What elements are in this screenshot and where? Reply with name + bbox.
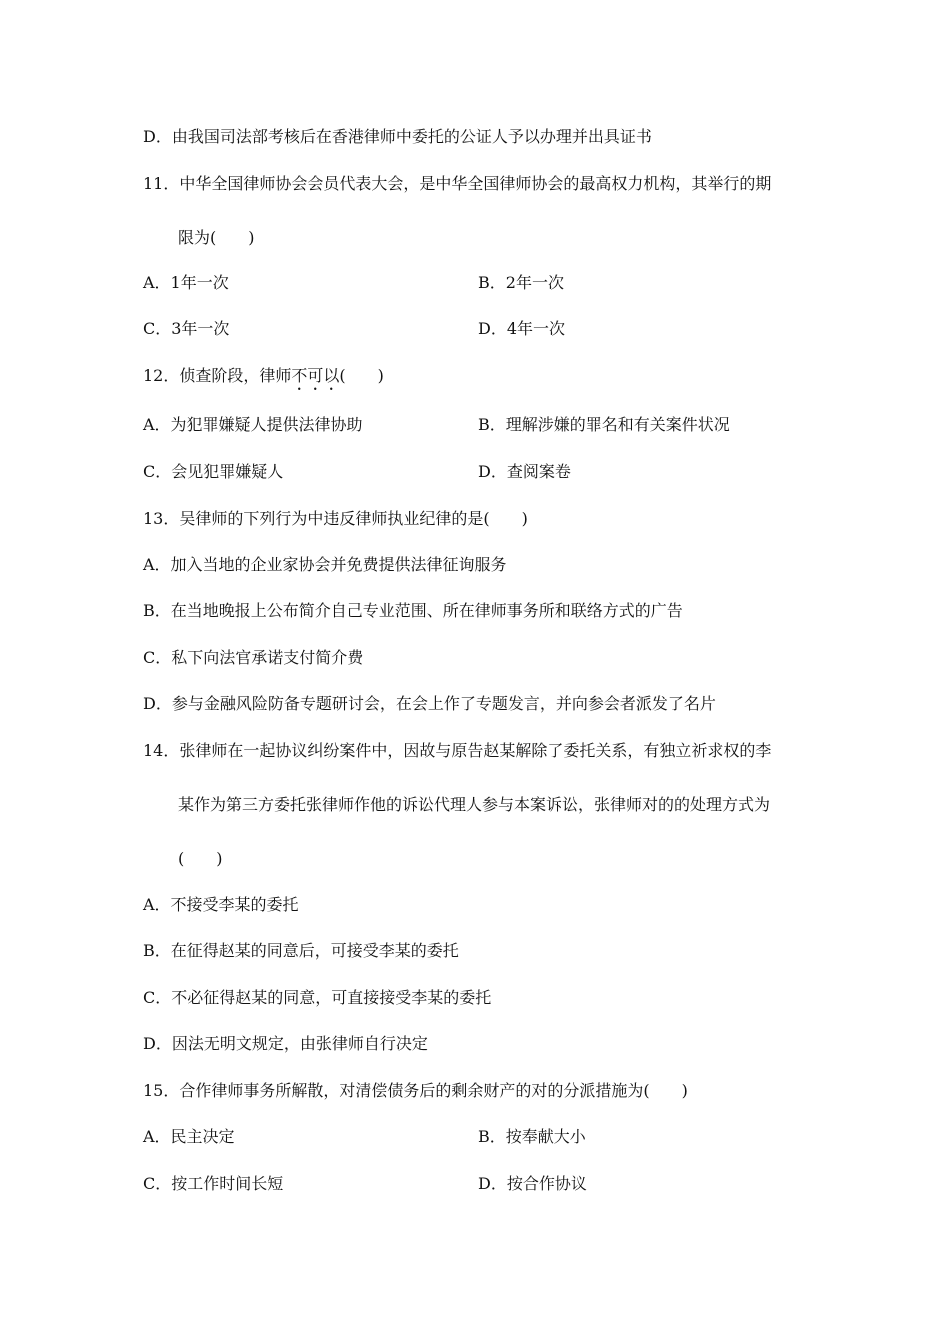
q15-option-b: B．按奉献大小 [478,1127,586,1146]
q11-option-b: B．2年一次 [478,273,564,292]
q11-option-c: C．3年一次 [143,319,230,338]
q14-option-d: D．因法无明文规定，由张律师自行决定 [143,1034,428,1053]
q11-stem-line1: 11．中华全国律师协会会员代表大会，是中华全国律师协会的最高权力机构，其举行的期 [143,174,772,193]
q14-option-c: C．不必征得赵某的同意，可直接接受李某的委托 [143,988,492,1007]
q11-option-d: D．4年一次 [478,319,566,338]
q12-stem [143,365,384,394]
q15-option-d: D．按合作协议 [478,1174,587,1193]
q10-option-d: D．由我国司法部考核后在香港律师中委托的公证人予以办理并出具证书 [143,127,652,146]
q13-option-b: B．在当地晚报上公布简介自己专业范围、所在律师事务所和联络方式的广告 [143,601,683,620]
q11-stem-line2: 限为( ) [178,228,255,247]
q14-option-b: B．在征得赵某的同意后，可接受李某的委托 [143,941,459,960]
q12-option-a: A．为犯罪嫌疑人提供法律协助 [143,415,363,434]
q13-option-d: D．参与金融风险防备专题研讨会，在会上作了专题发言，并向参会者派发了名片 [143,694,716,713]
q15-option-c: C．按工作时间长短 [143,1174,284,1193]
q11-option-a: A．1年一次 [143,273,229,292]
q15-option-a: A．民主决定 [143,1127,235,1146]
q12-option-c: C．会见犯罪嫌疑人 [143,462,284,481]
q12-option-d: D．查阅案卷 [478,462,571,481]
q12-stem-suffix: ( ) [339,366,384,385]
q15-stem: 15．合作律师事务所解散，对清偿债务后的剩余财产的对的分派措施为( ) [143,1081,688,1100]
q12-stem-emphasis: 不可以 [291,366,340,385]
q12-option-b: B．理解涉嫌的罪名和有关案件状况 [478,415,730,434]
q14-stem-line2: 某作为第三方委托张律师作他的诉讼代理人参与本案诉讼，张律师对的的处理方式为 [178,795,771,814]
q12-stem-prefix: 12．侦查阶段，律师 [143,366,292,385]
q13-option-c: C．私下向法官承诺支付简介费 [143,648,364,667]
q13-option-a: A．加入当地的企业家协会并免费提供法律征询服务 [143,555,507,574]
q14-stem-line1: 14．张律师在一起协议纠纷案件中，因故与原告赵某解除了委托关系，有独立祈求权的李 [143,741,772,760]
q14-option-a: A．不接受李某的委托 [143,895,299,914]
q14-stem-line3: ( ) [178,849,223,868]
q13-stem: 13．吴律师的下列行为中违反律师执业纪律的是( ) [143,509,528,528]
